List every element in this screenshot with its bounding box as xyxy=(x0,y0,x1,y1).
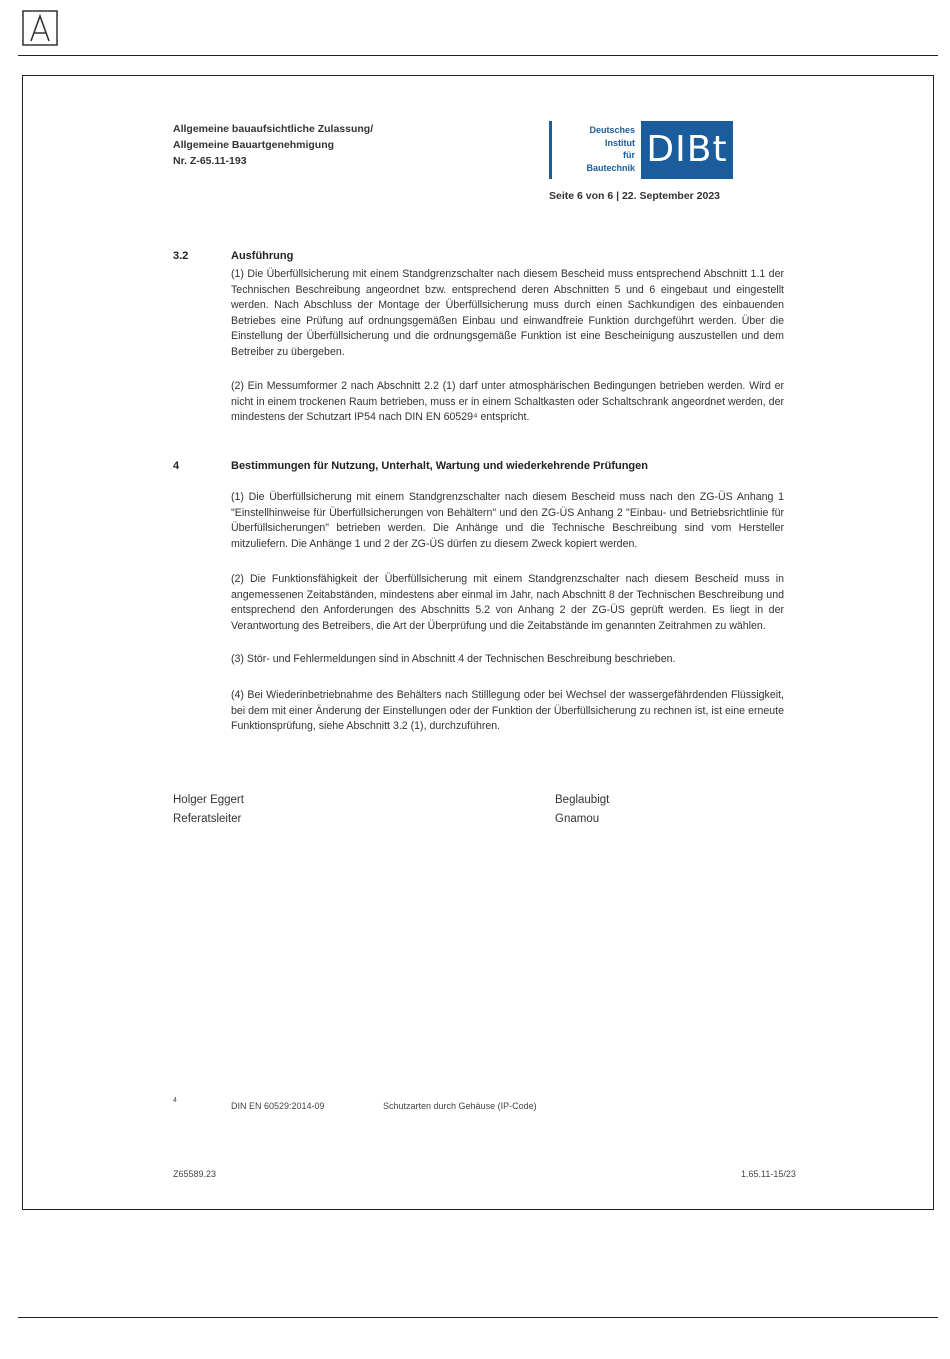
footer-left-code: Z65589.23 xyxy=(173,1169,217,1179)
header-line-1: Allgemeine bauaufsichtliche Zulassung/ xyxy=(173,123,374,135)
dibt-logo xyxy=(549,121,735,181)
logo-name-line: für xyxy=(623,150,635,160)
footnote-standard: DIN EN 60529:2014-09 xyxy=(231,1101,325,1111)
paragraph: (2) Ein Messumformer 2 nach Abschnitt 2.2 (1) darf unter atmosphärischen Bedingungen betrieben werden. Wird er nicht in einem trockenen Raum betrieben, muss er in einem Schaltkasten oder Schaltschrank angeordnet werden, der mindestens der Schutzart IP54 nach DIN EN 60529⁴ entspricht. xyxy=(231,380,784,423)
paragraph: (2) Die Funktionsfähigkeit der Überfüllsicherung mit einem Standgrenzschalter nach diesem Bescheid muss in angemessenen Zeitabständen, mindestens aber einmal im Jahr, nach Abschnitt 8 der Technischen Beschreibung und entsprechend den Anforderungen des Abschnitts 5.2 von Anhang 2 der ZG-ÜS geprüft werden. Es liegt in der Verantwortung des Betreibers, die Art der Überprüfung und die Zeitabstände im genannten Zeitrahmen zu wählen. xyxy=(231,573,784,632)
section-title: Ausführung xyxy=(231,250,294,262)
document-page-frame xyxy=(22,75,934,1210)
paragraph: (1) Die Überfüllsicherung mit einem Standgrenzschalter nach diesem Bescheid muss entsprechend Abschnitt 1.1 der Technischen Beschreibung angeordnet bzw. entsprechend deren Abschnitten 5 und 6 eingebaut und eingestellt werden. Nach Abschluss der Montage der Überfüllsicherung muss durch einen Sachkundigen des einbauenden Betriebes eine Prüfung auf ordnungsgemäßen Einbau und einwandfreie Funktion durchgeführt werden. Über die Einstellung der Überfüllsicherung und die ordnungsgemäße Funktion ist eine Bescheinigung auszustellen und dem Betreiber zu übergeben. xyxy=(231,268,784,358)
logo-name-line: Institut xyxy=(605,137,635,148)
page-info: Seite 6 von 6 | 22. September 2023 xyxy=(549,190,721,202)
footer-right-code: 1.65.11-15/23 xyxy=(741,1169,796,1179)
section-title: Bestimmungen für Nutzung, Unterhalt, Wartung und wiederkehrende Prüfungen xyxy=(231,460,648,472)
signature-right xyxy=(555,791,609,829)
certifier-name: Gnamou xyxy=(555,813,600,825)
logo-institute-name xyxy=(557,124,635,174)
logo-abbreviation: DIBt xyxy=(641,121,733,179)
header-line-2: Allgemeine Bauartgenehmigung xyxy=(173,139,335,151)
document-header xyxy=(173,121,373,169)
section-number: 4 xyxy=(173,460,180,472)
signer-role: Referatsleiter xyxy=(173,813,242,825)
signer-name: Holger Eggert xyxy=(173,794,244,806)
top-divider xyxy=(18,55,938,56)
certification-label: Beglaubigt xyxy=(555,794,610,806)
paragraph: (3) Stör- und Fehlermeldungen sind in Abschnitt 4 der Technischen Beschreibung beschrieben. xyxy=(231,653,676,665)
footnote-marker: 4 xyxy=(173,1097,177,1104)
logo-name-line: Bautechnik xyxy=(586,162,635,173)
section-number: 3.2 xyxy=(173,250,189,262)
signature-left xyxy=(173,791,244,829)
publisher-logo-icon xyxy=(22,10,58,46)
logo-name-line: Deutsches xyxy=(589,125,635,135)
paragraph: (1) Die Überfüllsicherung mit einem Standgrenzschalter nach diesem Bescheid muss nach den ZG-ÜS Anhang 1 "Einstellhinweise für Überfüllsicherungen von Behältern" und den ZG-ÜS Anhang 2 "Einbau- und Betriebsrichtlinie für Überfüllsicherungen" betrieben werden. Die Anhänge und die Technische Beschreibung sind vom Hersteller mitzuliefern. Die Anhänge 1 und 2 der ZG-ÜS dürfen zu diesem Zweck kopiert werden. xyxy=(231,491,784,550)
paragraph: (4) Bei Wiederinbetriebnahme des Behälters nach Stilllegung oder bei Wechsel der wassergefährdenden Flüssigkeit, bei dem mit einer Änderung der Einstellungen oder der Funktion der Überfüllsicherung zu rechnen ist, ist eine erneute Funktionsprüfung, siehe Abschnitt 3.2 (1), durchzuführen. xyxy=(231,689,784,732)
bottom-divider xyxy=(18,1317,938,1318)
footnote-title: Schutzarten durch Gehäuse (IP-Code) xyxy=(383,1101,537,1111)
header-line-3: Nr. Z-65.11-193 xyxy=(173,155,247,167)
logo-bar xyxy=(549,121,552,179)
